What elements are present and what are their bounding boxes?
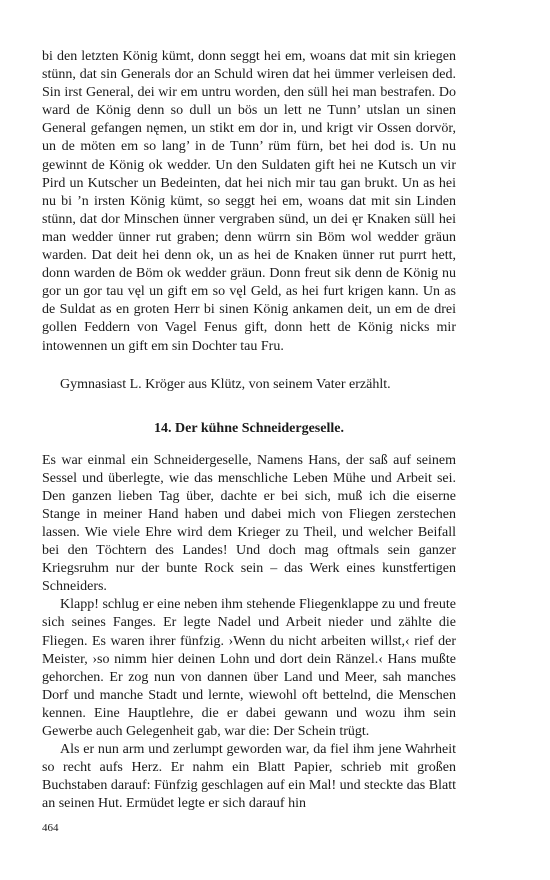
story-paragraph: Es war einmal ein Schneidergeselle, Namens Hans, der saß auf seinem Sessel und überlegte, wie das menschliche Leben Mühe und Arbeit sei. Den ganzen lieben Tag über, dachte er bei sich, muß ich die eiserne Stange in meiner Hand haben und dabei mich von Fliegen zerstechen lassen. Wie viele Ehre wird dem Krieger zu Theil, und welcher Beifall bei den Töchtern des Landes! Und doch mag oftmals sein ganzer Kriegsruhm nur der bunte Rock sein – das Werk eines kunstfertigen Schneiders. xyxy=(42,452,456,595)
story-paragraph: Als er nun arm und zerlumpt geworden war, da fiel ihm jene Wahrheit so recht aufs Herz. Er nahm ein Blatt Papier, schrieb mit großen Buchstaben darauf: Fünfzig geschlagen auf ein Mal! und steckte das Blatt an seinen Hut. Ermüdet legte er sich darauf hin xyxy=(42,742,456,812)
page-number: 464 xyxy=(42,822,59,834)
story-title: 14. Der kühne Schneidergeselle. xyxy=(154,420,344,436)
continued-story-paragraph: bi den letzten König kümt, donn seggt hei em, woans dat mit sin kriegen stünn, dat sin Generals dor an Schuld wiren dat hei ümmer verleisen ded. Sin irst General, dei wir em untru worden, den süll hei man bestrafen. Do ward de König denn so dull un bös un lett ne Tunn’ utslan un sinen General gefangen nęmen, un stikt em dor in, und krigt vir Ossen dorvör, un de möten em so lang’ in de Tunn’ rüm fürn, bet hei dod is. Un nu gewinnt de König ok wedder. Un den Suldaten gift hei ne Kutsch un vir Pird un Kutscher un Bedeinten, dat hei nich mir tau gan brukt. Un as hei nu bi ’n irsten König kümt, so seggt hei em, woans dat mit sin Linden stünn, dat dor Minschen ünner vergraben sünd, un dei ęr Knaken süll hei man wedder ünner rut graben; denn würrn sin Böm wol wedder gräun warden. Dat deit hei denn ok, un as hei de Knaken ünner rut purrt hett, donn warden de Böm ok wedder gräun. Donn freut sik denn de König nu gor un gor tau vęl un gift em so vęl Geld, as hei furt krigen kann. Un as de Suldat as en groten Herr bi sinen König ankamen deit, un em de drei gollen Feddern von Vagel Fenus gift, donn hett de König nicks mir intowennen un gift em sin Dochter tau Fru. xyxy=(42,49,456,354)
book-page xyxy=(42,48,456,848)
story-paragraph: Klapp! schlug er eine neben ihm stehende Fliegenklappe zu und freute sich seines Fanges. Er legte Nadel und Arbeit nieder und zählte die Fliegen. Es waren ihrer fünfzig. ›Wenn du nicht arbeiten willst,‹ rief der Meister, ›so nimm hier deinen Lohn und dort dein Ränzel.‹ Hans mußte gehorchen. Er zog nun von dannen über Land und Meer, sah manches Dorf und manche Stadt und lernte, wiewohl oft bettelnd, die Menschen kennen. Eine Hauptlehre, die er dabei gewann und wozu ihm sein Gewerbe auch Gelegenheit gab, war die: Der Schein trügt. xyxy=(42,597,456,739)
story-attribution: Gymnasiast L. Kröger aus Klütz, von seinem Vater erzählt. xyxy=(60,376,391,392)
